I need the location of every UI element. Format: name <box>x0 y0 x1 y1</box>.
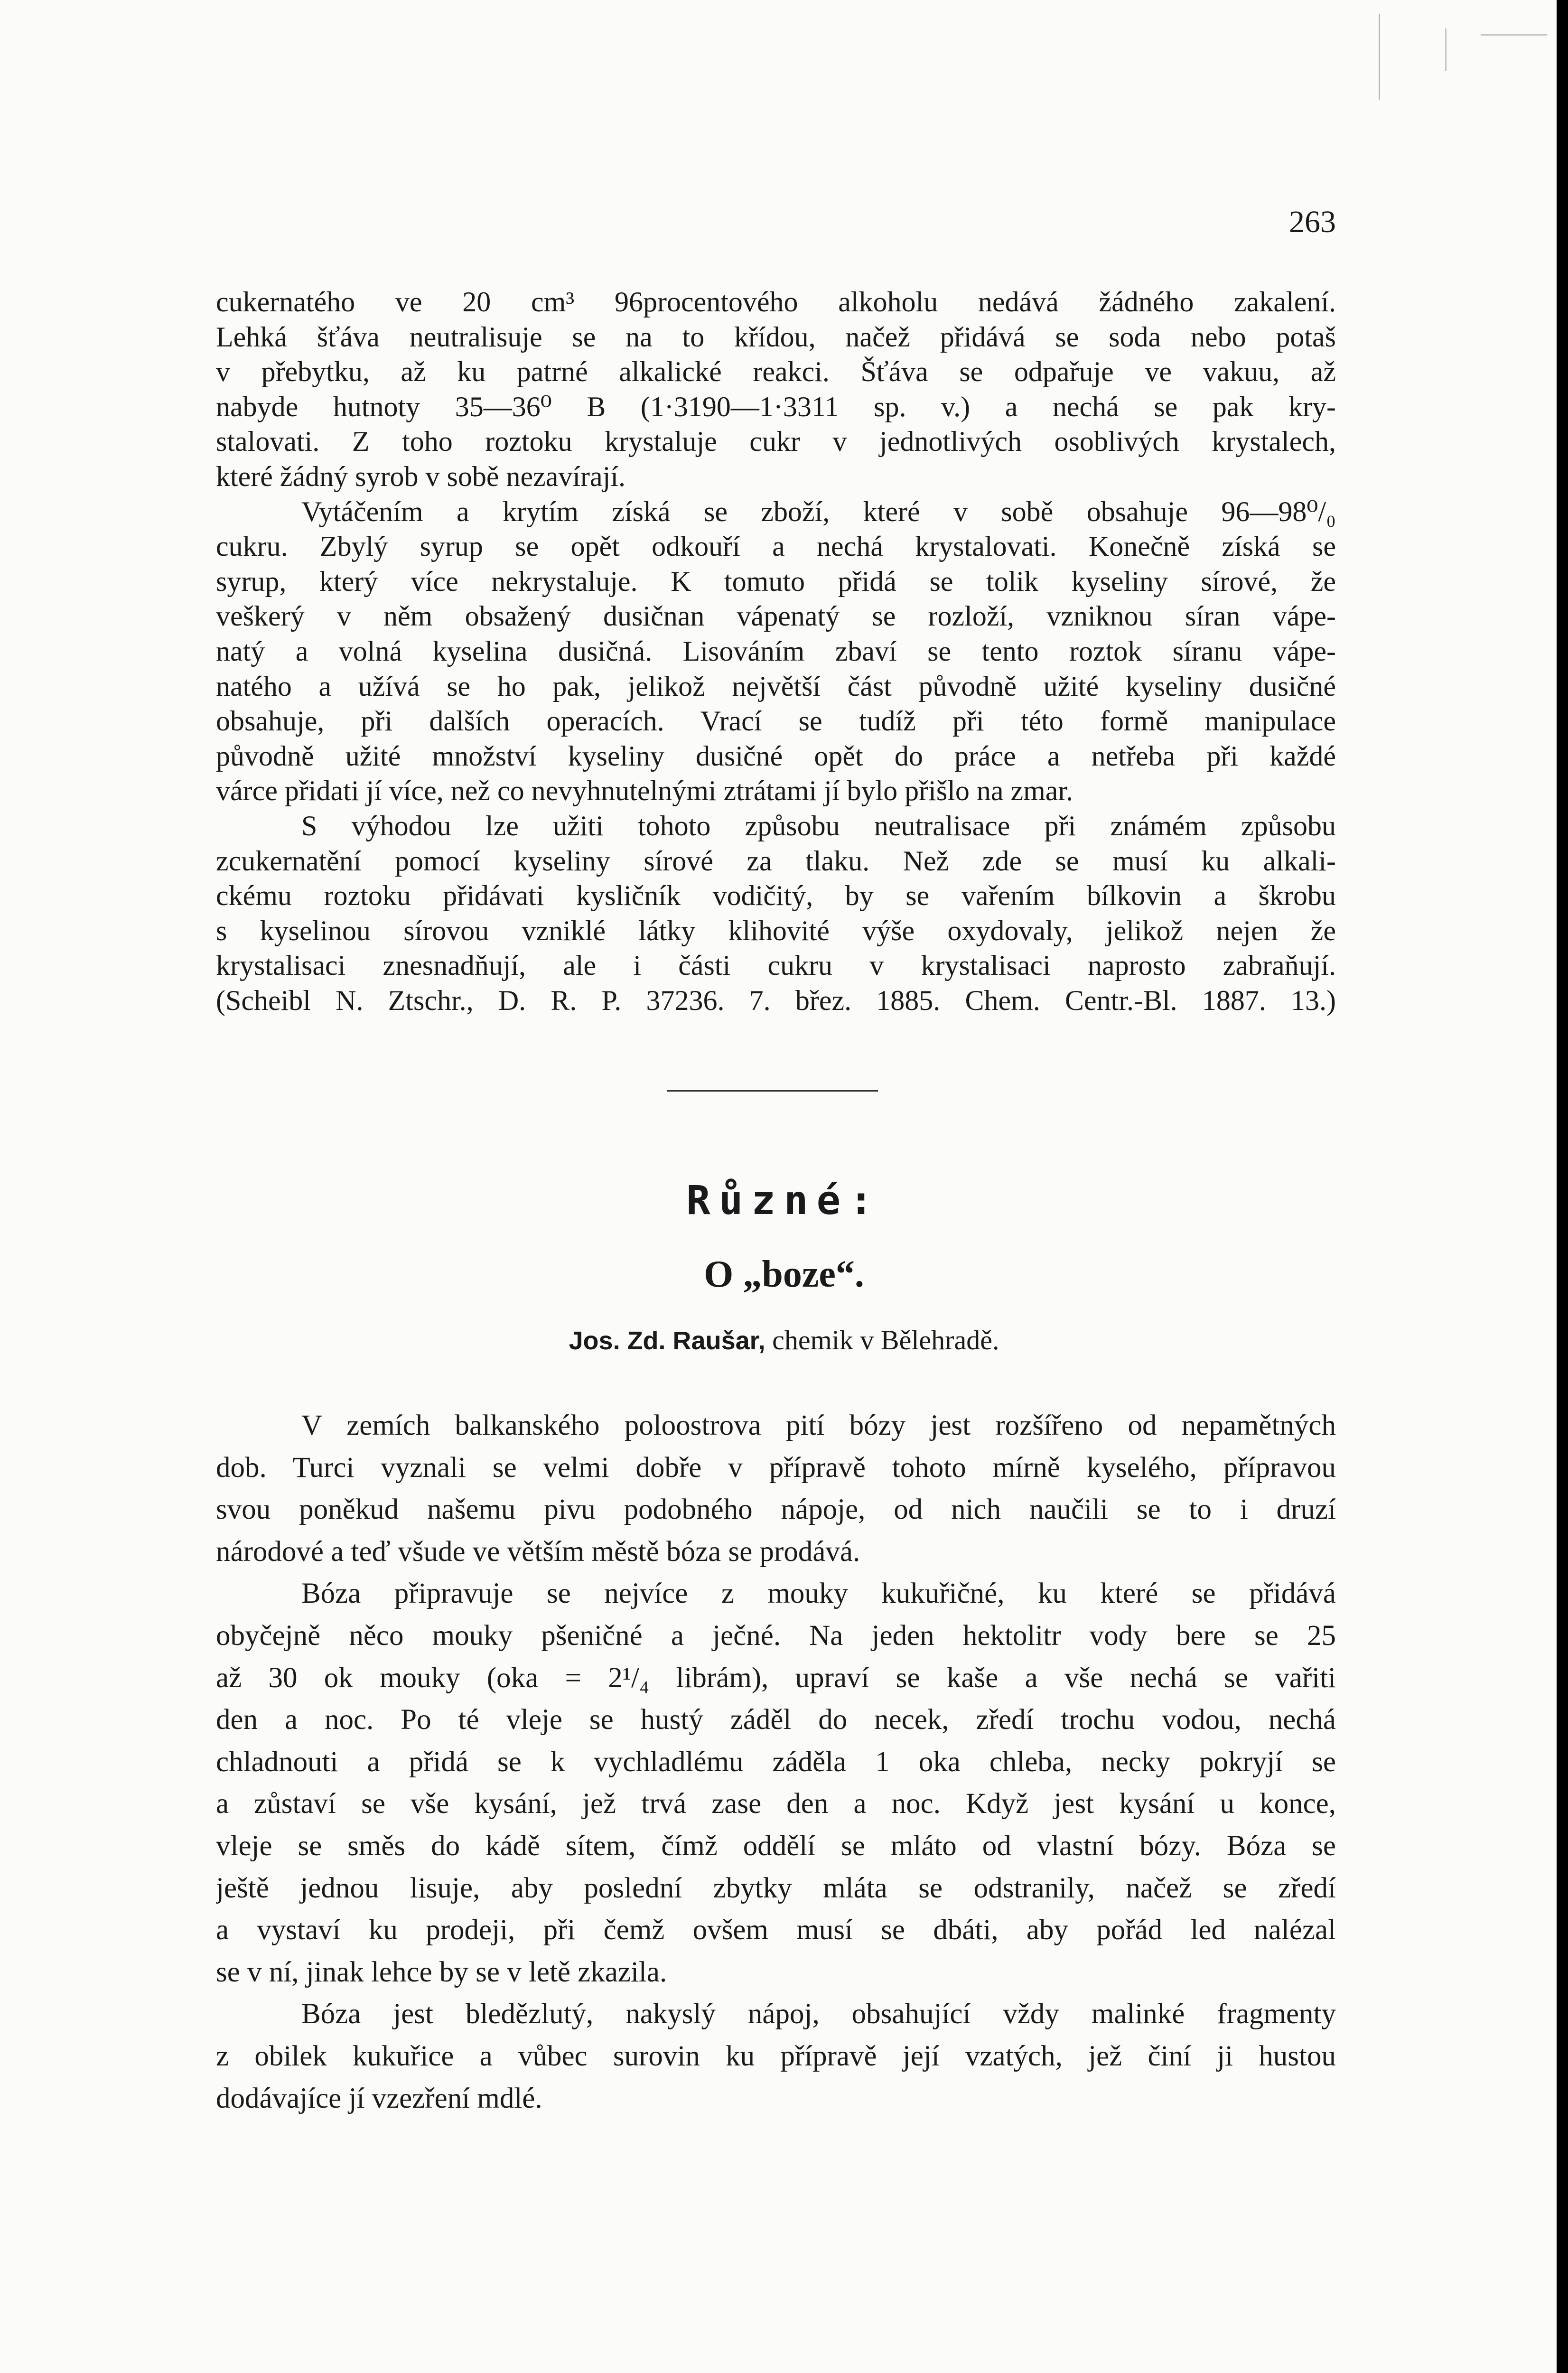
text-line: a vystaví ku prodeji, při čemž ovšem musí se dbáti, aby pořád led nalézal <box>216 1914 1336 1946</box>
author-affiliation: chemik v Bělehradě. <box>765 1325 999 1355</box>
scan-edge-mark <box>1445 28 1447 71</box>
text-line: Bóza jest bledězlutý, nakyslý nápoj, obsahující vždy malinké fragmenty <box>301 1998 1336 2030</box>
text-line: s kyselinou sírovou vzniklé látky klihovité výše oxydovaly, jelikož nejen že <box>216 915 1336 946</box>
text-line: natého a užívá se ho pak, jelikož největší část původně užité kyseliny dusičné <box>216 670 1336 702</box>
text-line: Vytáčením a krytím získá se zboží, které v sobě obsahuje 96—98⁰/₀ <box>301 495 1336 527</box>
text-line: v přebytku, až ku patrné alkalické reakci. Šťáva se odpařuje ve vakuu, až <box>216 356 1336 388</box>
text-line: se v ní, jinak lehce by se v letě zkazila. <box>216 1956 667 1988</box>
scan-edge-mark <box>1379 14 1380 100</box>
text-line: Bóza připravuje se nejvíce z mouky kukuřičné, ku které se přidává <box>301 1578 1336 1610</box>
text-line: S výhodou lze užiti tohoto způsobu neutralisace při známém způsobu <box>301 810 1336 841</box>
text-line: syrup, který více nekrystaluje. K tomuto přidá se tolik kyseliny sírové, že <box>216 565 1336 597</box>
text-line: Lehká šťáva neutralisuje se na to křídou, načež přidává se soda nebo potaš <box>216 321 1336 353</box>
text-line: svou poněkud našemu pivu podobného nápoje, od nich naučili se to i druzí <box>216 1494 1336 1526</box>
text-line: národové a teď všude ve větším městě bóza se prodává. <box>216 1535 860 1568</box>
section-divider <box>667 1090 878 1092</box>
text-line: natý a volná kyselina dusičná. Lisováním zbaví se tento roztok síranu vápe- <box>216 635 1336 667</box>
text-line: ckému roztoku přidávati kysličník vodičitý, by se vařením bílkovin a škrobu <box>216 880 1336 912</box>
text-line: ještě jednou lisuje, aby poslední zbytky mláta se odstranily, načež se zředí <box>216 1872 1336 1904</box>
text-line: vleje se směs do kádě sítem, čímž oddělí se mláto od vlastní bózy. Bóza se <box>216 1830 1336 1862</box>
scan-edge-mark <box>1481 34 1547 36</box>
text-line: V zemích balkanského poloostrova pití bózy jest rozšířeno od nepamětných <box>301 1410 1336 1441</box>
article-body <box>216 1405 1336 2120</box>
text-line: obsahuje, při dalších operacích. Vrací se tudíž při této formě manipulace <box>216 705 1336 737</box>
previous-article-text <box>216 285 1336 1018</box>
text-line: nabyde hutnoty 35—36⁰ B (1·3190—1·3311 sp. v.) a nechá se pak kry- <box>216 391 1336 422</box>
text-line: veškerý v něm obsažený dusičnan vápenatý se rozloží, vzniknou síran vápe- <box>216 600 1336 632</box>
article-title: O „boze“. <box>704 1253 864 1295</box>
text-line: až 30 ok mouky (oka = 2¹/₄ librám), upraví se kaše a vše nechá se vařiti <box>216 1662 1336 1694</box>
text-line: várce přidati jí více, než co nevyhnutelnými ztrátami jí bylo přišlo na zmar. <box>216 775 1073 807</box>
page-number: 263 <box>1289 205 1336 239</box>
text-line: obyčejně něco mouky pšeničné a ječné. Na jeden hektolitr vody bere se 25 <box>216 1619 1336 1652</box>
text-line: cukru. Zbylý syrup se opět odkouří a nechá krystalovati. Konečně získá se <box>216 531 1336 562</box>
text-line: krystalisaci znesnadňují, ale i části cukru v krystalisaci naprosto zabraňují. <box>216 950 1336 981</box>
citation-line: (Scheibl N. Ztschr., D. R. P. 37236. 7. břez. 1885. Chem. Centr.-Bl. 1887. 13.) <box>216 984 1336 1016</box>
text-line: chladnouti a přidá se k vychladlému záděla 1 oka chleba, necky pokryjí se <box>216 1746 1336 1778</box>
text-line: den a noc. Po té vleje se hustý záděl do necek, zředí trochu vodou, nechá <box>216 1704 1336 1736</box>
text-line: které žádný syrob v sobě nezavírají. <box>216 460 625 492</box>
text-line: dodávajíce jí vzezření mdlé. <box>216 2082 542 2114</box>
text-line: zcukernatění pomocí kyseliny sírové za tlaku. Než zde se musí ku alkali- <box>216 845 1336 877</box>
text-line: z obilek kukuřice a vůbec surovin ku přípravě její vzatých, jež činí ji hustou <box>216 2040 1336 2072</box>
section-heading: Různé: <box>686 1177 882 1224</box>
text-line: stalovati. Z toho roztoku krystaluje cukr v jednotlivých osoblivých krystalech, <box>216 426 1336 458</box>
text-line: cukernatého ve 20 cm³ 96procentového alkoholu nedává žádného zakalení. <box>216 286 1336 318</box>
text-line: a zůstaví se vše kysání, jež trvá zase den a noc. Když jest kysání u konce, <box>216 1788 1336 1820</box>
text-line: původně užité množství kyseliny dusičné opět do práce a netřeba při každé <box>216 740 1336 772</box>
author-name: Jos. Zd. Raušar, <box>569 1327 765 1355</box>
text-line: dob. Turci vyznali se velmi dobře v přípravě tohoto mírně kyselého, přípravou <box>216 1451 1336 1484</box>
byline <box>380 1324 1188 1356</box>
